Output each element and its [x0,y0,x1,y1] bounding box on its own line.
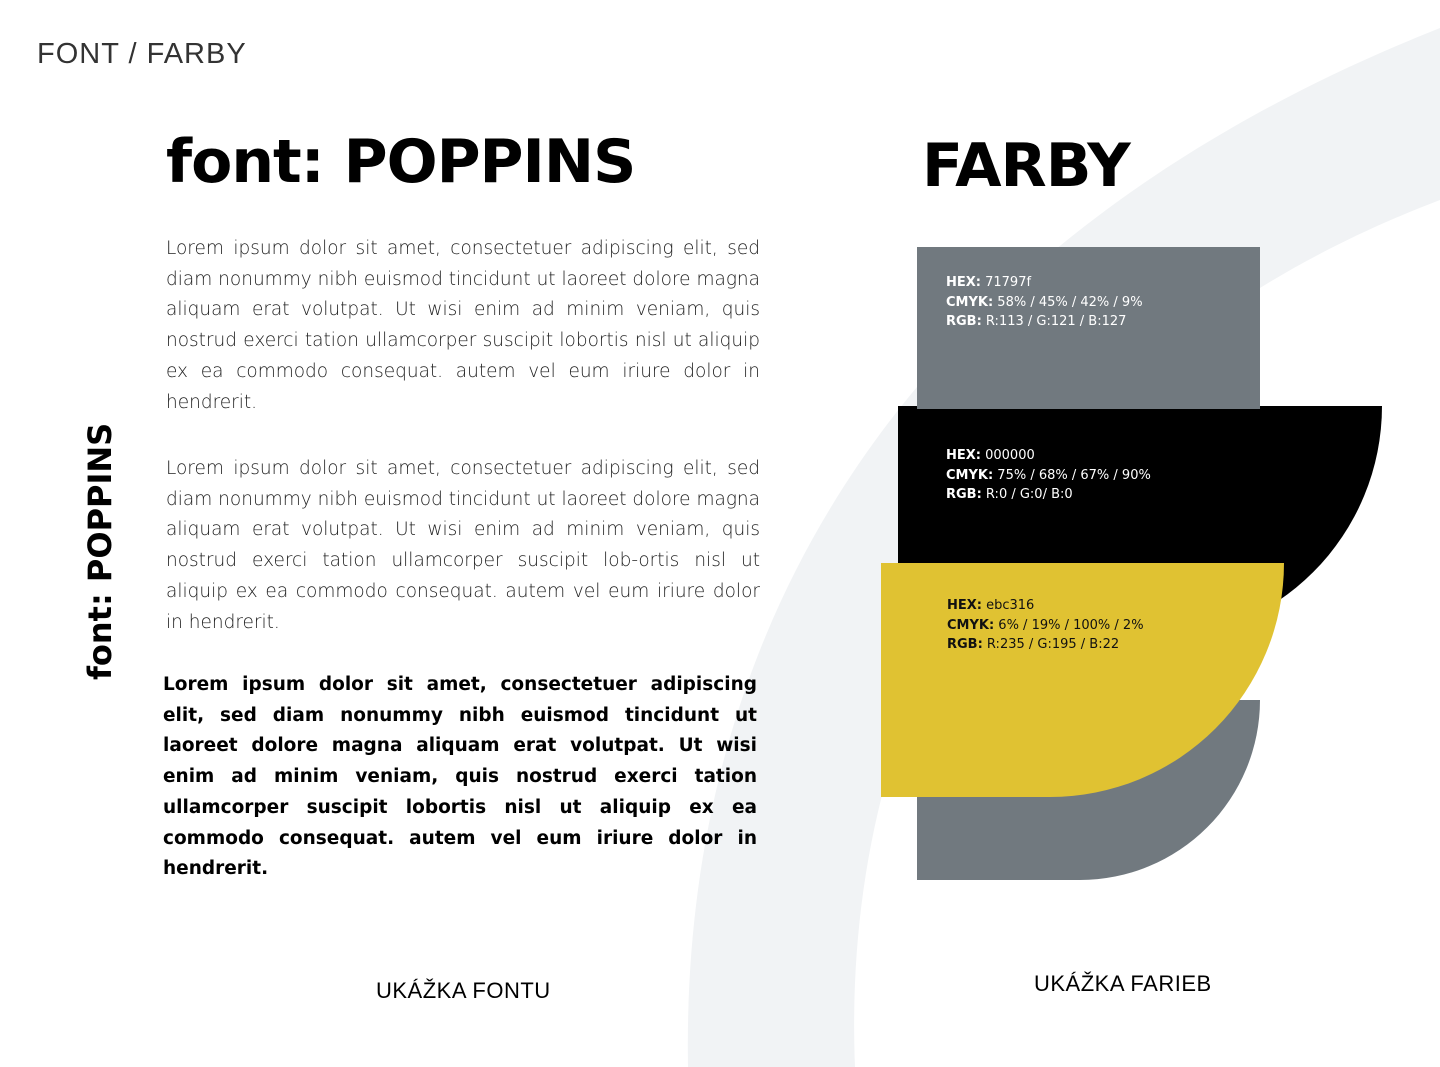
swatch-yellow-info [947,596,1144,655]
rgb-value: R:113 / G:121 / B:127 [981,314,1127,329]
swatch-black-info [946,446,1151,505]
font-heading: font: POPPINS [166,127,636,197]
cmyk-value: 58% / 45% / 42% / 9% [993,294,1143,310]
swatch-gray-info [946,273,1143,332]
hex-label: HEX: [946,448,981,463]
hex-value: ebc316 [981,598,1035,613]
rgb-value: R:0 / G:0/ B:0 [981,487,1073,502]
font-caption: UKÁŽKA FONTU [376,978,551,1003]
cmyk-value: 75% / 68% / 67% / 90% [993,467,1151,483]
rgb-value: R:235 / G:195 / B:22 [982,637,1120,652]
cmyk-label: CMYK: [947,617,995,633]
hex-label: HEX: [947,598,982,613]
font-sample-paragraph-regular: Lorem ipsum dolor sit amet, consectetuer adipiscing elit, sed diam nonummy nibh euismod tincidunt ut laoreet dolore magna aliquam erat volutpat. Ut wisi enim ad minim veniam, quis nostrud exerci tation ullamcorper suscipit lob-ortis nisl ut aliquip ex ea commodo consequat. autem vel eum iriure dolor in hendrerit. [166,458,760,633]
font-sample-paragraph-light: Lorem ipsum dolor sit amet, consectetuer adipiscing elit, sed diam nonummy nibh euismod tincidunt ut laoreet dolore magna aliquam erat volutpat. Ut wisi enim ad minim veniam, quis nostrud exerci tation ullamcorper suscipit lobortis nisl ut aliquip ex ea commodo consequat. autem vel eum iriure dolor in hendrerit. [166,238,760,413]
font-sample-paragraph-bold: Lorem ipsum dolor sit amet, consectetuer adipiscing elit, sed diam nonummy nibh euismod tincidunt ut laoreet dolore magna aliquam erat volutpat. Ut wisi enim ad minim veniam, quis nostrud exerci tation ullamcorper suscipit lobortis nisl ut aliquip ex ea commodo consequat. autem vel eum iriure dolor in hendrerit. [163,674,757,880]
page-header-title: FONT / FARBY [37,38,247,70]
cmyk-label: CMYK: [946,467,994,483]
cmyk-label: CMYK: [946,294,994,310]
hex-value: 000000 [980,448,1035,463]
rgb-label: RGB: [947,637,983,652]
colors-caption: UKÁŽKA FARIEB [1034,971,1212,996]
rgb-label: RGB: [946,314,982,329]
vertical-font-label: font: POPPINS [81,422,119,680]
colors-heading: FARBY [922,131,1130,201]
hex-value: 71797f [980,275,1032,290]
rgb-label: RGB: [946,487,982,502]
hex-label: HEX: [946,275,981,290]
cmyk-value: 6% / 19% / 100% / 2% [994,617,1144,633]
